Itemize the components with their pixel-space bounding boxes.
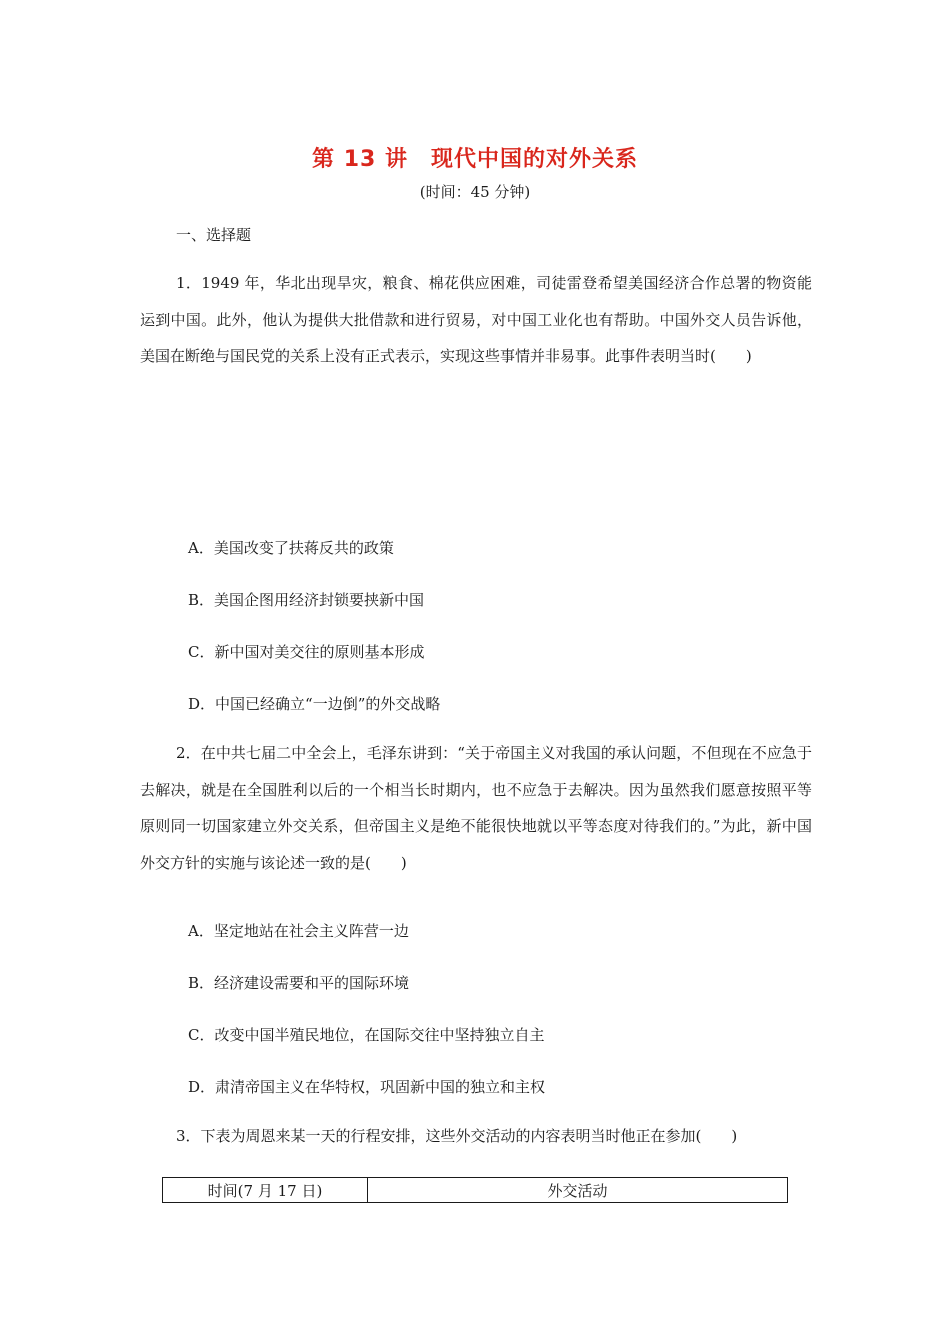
time-limit: (时间：45 分钟) bbox=[419, 183, 531, 201]
question-2-option-a[interactable]: A．坚定地站在社会主义阵营一边 bbox=[188, 922, 409, 940]
question-1-option-b[interactable]: B．美国企图用经济封锁要挟新中国 bbox=[188, 591, 425, 609]
question-3-stem: 3．下表为周恩来某一天的行程安排，这些外交活动的内容表明当时他正在参加( ) bbox=[176, 1127, 738, 1145]
question-2-option-b[interactable]: B．经济建设需要和平的国际环境 bbox=[188, 974, 410, 992]
section-heading: 一、选择题 bbox=[176, 226, 252, 244]
question-2-option-d[interactable]: D．肃清帝国主义在华特权，巩固新中国的独立和主权 bbox=[188, 1078, 546, 1096]
table-header-row bbox=[163, 1178, 788, 1203]
table-header-activity: 外交活动 bbox=[368, 1178, 788, 1203]
question-1-option-c[interactable]: C．新中国对美交往的原则基本形成 bbox=[188, 643, 425, 661]
schedule-table bbox=[162, 1177, 788, 1203]
lesson-title: 第 13 讲 现代中国的对外关系 bbox=[312, 147, 638, 172]
question-1-stem: 1．1949 年，华北出现旱灾，粮食、棉花供应困难，司徒雷登希望美国经济合作总署的物资能运到中国。此外，他认为提供大批借款和进行贸易，对中国工业化也有帮助。中国外交人员告诉他，美国在断绝与国民党的关系上没有正式表示，实现这些事情并非易事。此事件表明当时( ) bbox=[140, 274, 812, 365]
question-1-option-a[interactable]: A．美国改变了扶蒋反共的政策 bbox=[188, 539, 394, 557]
question-2-option-c[interactable]: C．改变中国半殖民地位，在国际交往中坚持独立自主 bbox=[188, 1026, 545, 1044]
table-header-time: 时间(7 月 17 日) bbox=[163, 1178, 368, 1203]
question-2-stem: 2．在中共七届二中全会上，毛泽东讲到：“关于帝国主义对我国的承认问题，不但现在不应急于去解决，就是在全国胜利以后的一个相当长时期内，也不应急于去解决。因为虽然我们愿意按照平等原则同一切国家建立外交关系，但帝国主义是绝不能很快地就以平等态度对待我们的。”为此，新中国外交方针的实施与该论述一致的是( ) bbox=[140, 744, 812, 872]
question-1-option-d[interactable]: D．中国已经确立“一边倒”的外交战略 bbox=[188, 695, 441, 713]
